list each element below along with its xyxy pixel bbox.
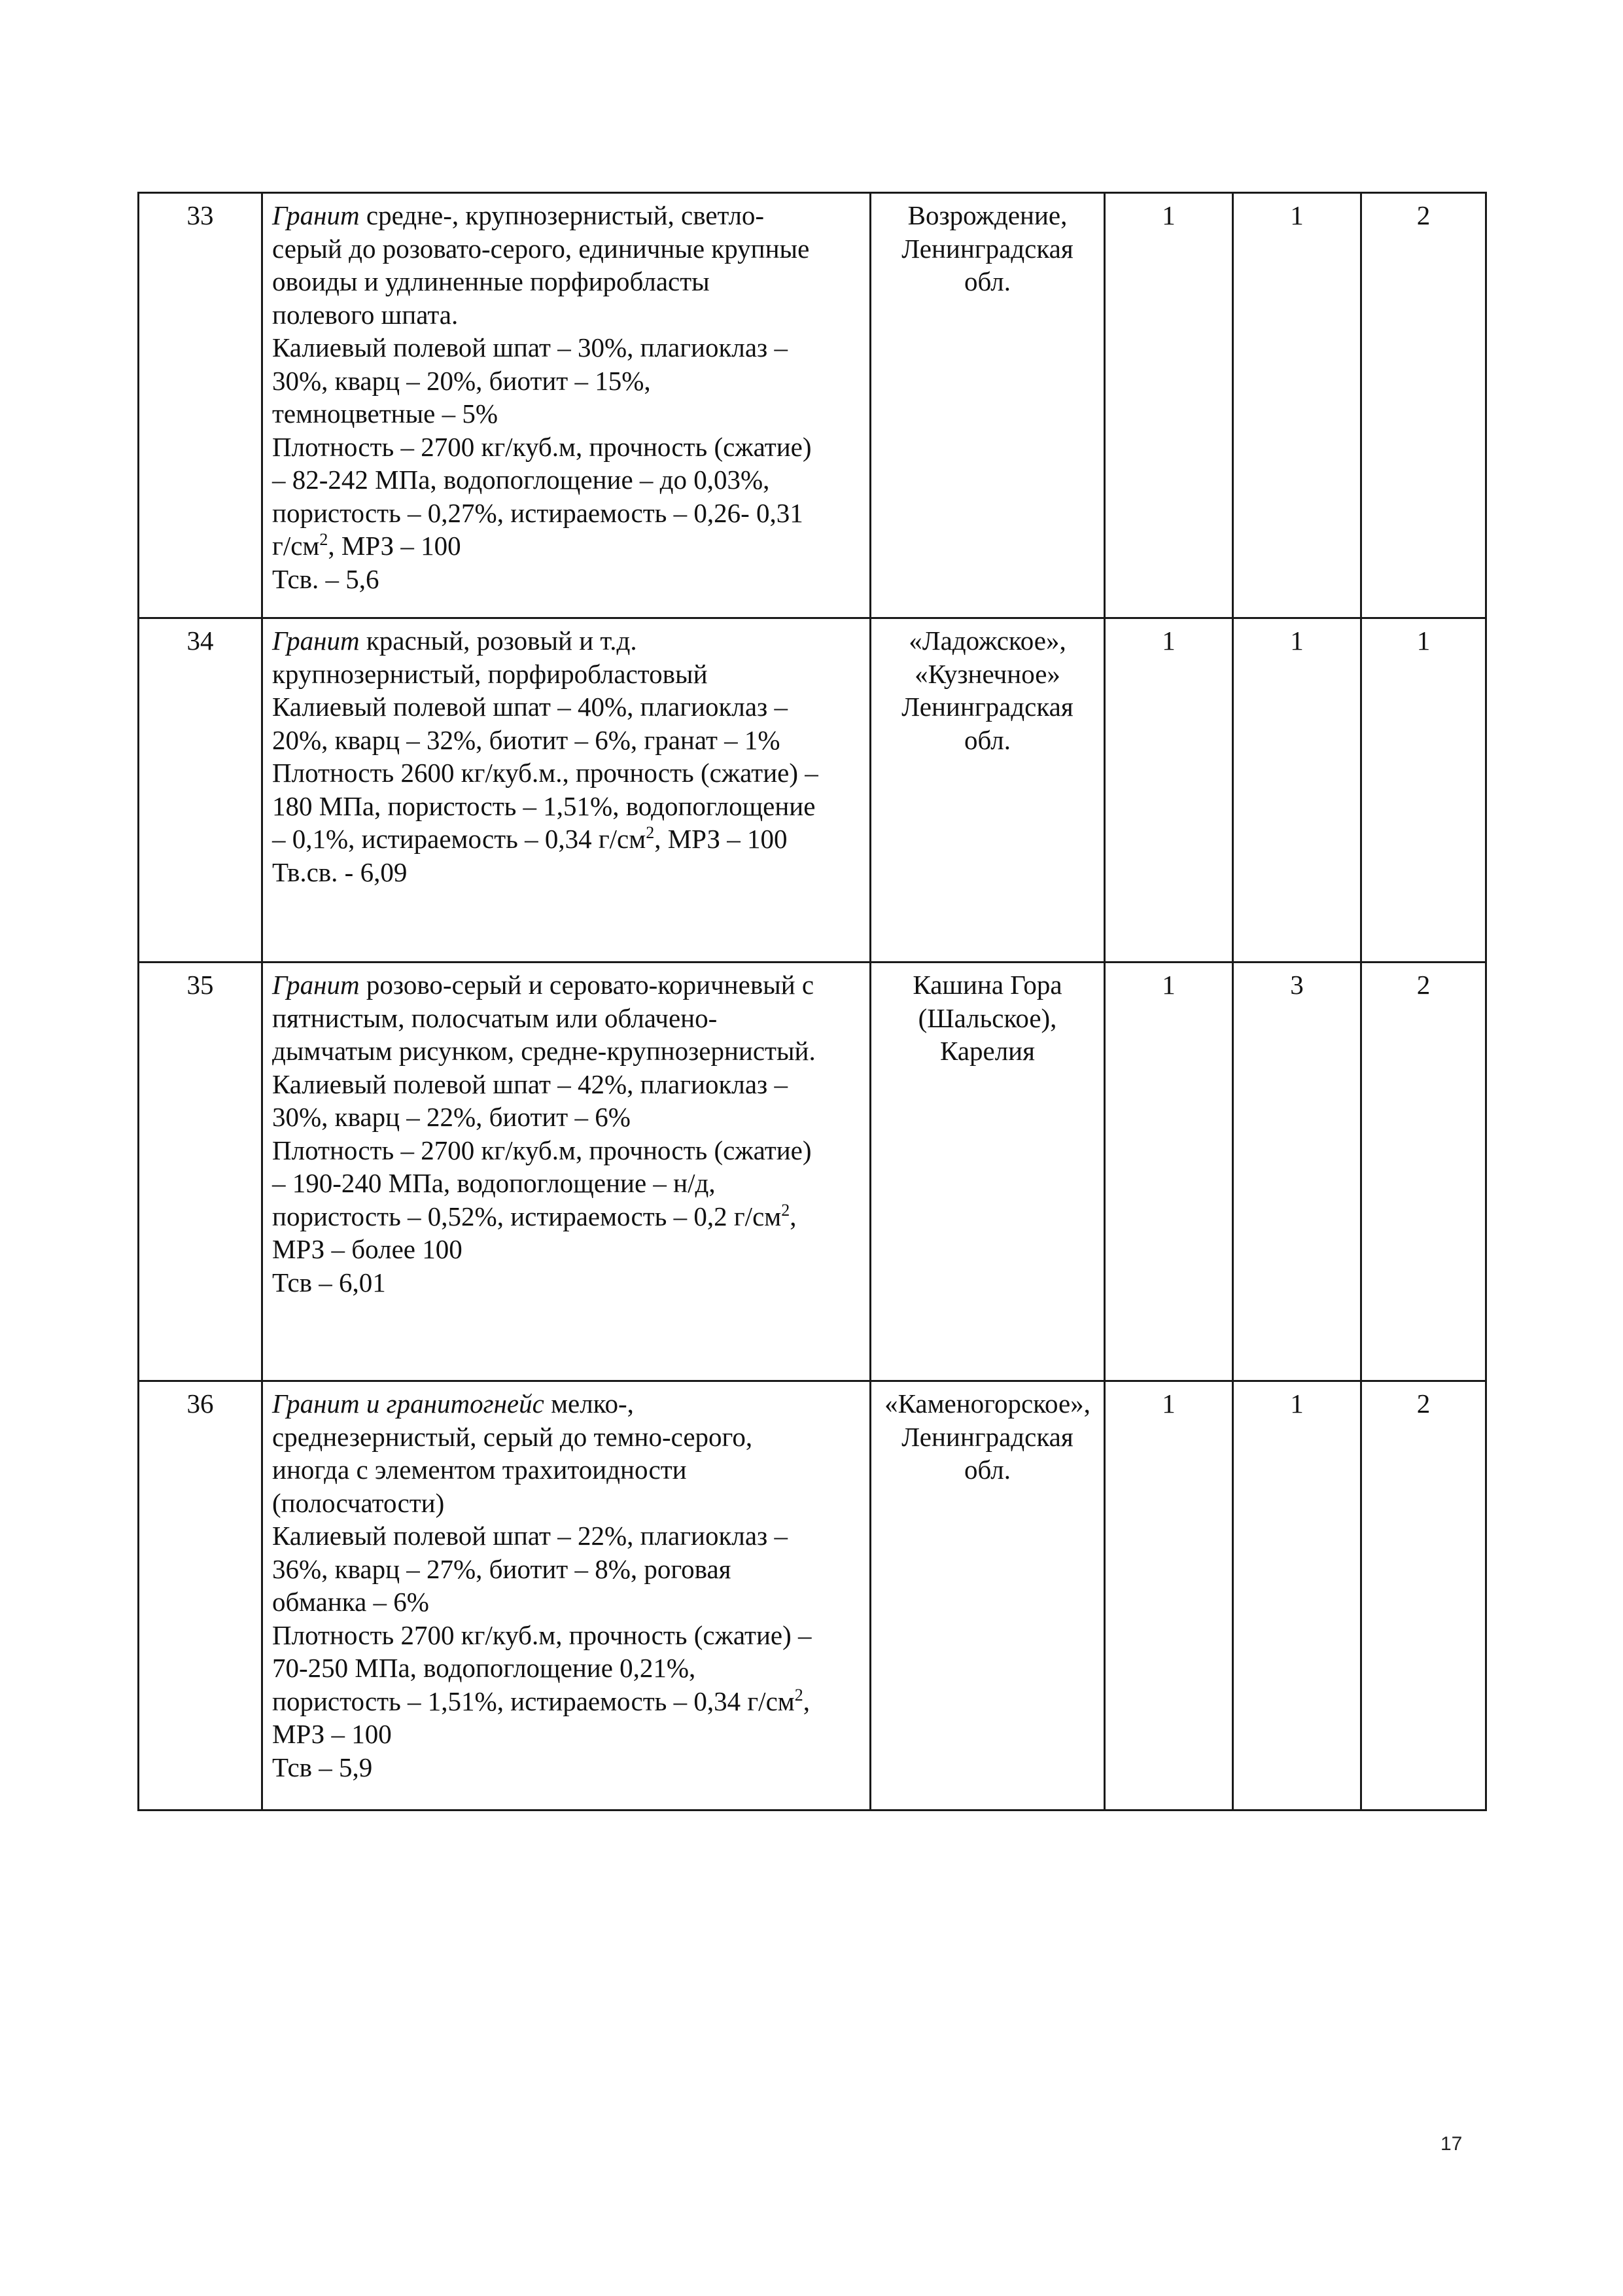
stone-description: Гранит красный, розовый и т.д. крупнозернистый, порфиробластовый Калиевый полевой шпат – 40%, плагиоклаз – 20%, кварц – 32%, биотит – 6%, гранат – 1% Плотность 2600 кг/куб.м., прочность (сжатие) – 180 МПа, пористость – 1,51%, водопоглощение – 0,1%, истираемость – 0,34 $г/см^2$, МРЗ – 100 Тв.св. - 6,09: [262, 618, 871, 963]
row-number: 35: [139, 963, 262, 1381]
stone-catalog-table: [137, 192, 1487, 1811]
rating-cell: 2: [1361, 193, 1486, 618]
table-row: [139, 193, 1486, 618]
stone-description: Гранит и гранитогнейс мелко-, среднезернистый, серый до темно-серого, иногда с элементом трахитоидности (полосчатости) Калиевый полевой шпат – 22%, плагиоклаз – 36%, кварц – 27%, биотит – 8%, роговая обманка – 6% Плотность 2700 кг/куб.м, прочность (сжатие) – 70-250 МПа, водопоглощение 0,21%, пористость – 1,51%, истираемость – 0,34 $г/см^2$, МРЗ – 100 Тсв – 5,9: [262, 1381, 871, 1810]
stone-description: Гранит средне-, крупнозернистый, светло- серый до розовато-серого, единичные крупные овоиды и удлиненные порфиробласты полевого шпата. Калиевый полевой шпат – 30%, плагиоклаз – 30%, кварц – 20%, биотит – 15%, темноцветные – 5% Плотность – 2700 кг/куб.м, прочность (сжатие) – 82-242 МПа, водопоглощение – до 0,03%, пористость – 0,27%, истираемость – 0,26- 0,31 $г/см^2$, МРЗ – 100 Тсв. – 5,6: [262, 193, 871, 618]
stone-name: Гранит: [272, 626, 360, 656]
rating-cell: 1: [1233, 618, 1361, 963]
table-row: [139, 963, 1486, 1381]
rating-cell: 1: [1233, 1381, 1361, 1810]
deposit-location: «Каменогорское», Ленинградская обл.: [871, 1381, 1105, 1810]
stone-description: Гранит розово-серый и серовато-коричневый с пятнистым, полосчатым или облачено- дымчатым рисунком, средне-крупнозернистый. Калиевый полевой шпат – 42%, плагиоклаз – 30%, кварц – 22%, биотит – 6% Плотность – 2700 кг/куб.м, прочность (сжатие) – 190-240 МПа, водопоглощение – н/д, пористость – 0,52%, истираемость – 0,2 $г/см^2$, МРЗ – более 100 Тсв – 6,01: [262, 963, 871, 1381]
deposit-location: Возрождение, Ленинградская обл.: [871, 193, 1105, 618]
stone-name: Гранит и гранитогнейс: [272, 1388, 544, 1419]
deposit-location: «Ладожское», «Кузнечное» Ленинградская обл.: [871, 618, 1105, 963]
row-number: 36: [139, 1381, 262, 1810]
stone-name: Гранит: [272, 970, 360, 1000]
rating-cell: 1: [1233, 193, 1361, 618]
row-number: 34: [139, 618, 262, 963]
rating-cell: 2: [1361, 963, 1486, 1381]
rating-cell: 1: [1105, 1381, 1233, 1810]
stone-name: Гранит: [272, 200, 360, 230]
page-number: 17: [1440, 2133, 1463, 2155]
row-number: 33: [139, 193, 262, 618]
deposit-location: Кашина Гора (Шальское), Карелия: [871, 963, 1105, 1381]
rating-cell: 1: [1105, 963, 1233, 1381]
rating-cell: 1: [1361, 618, 1486, 963]
rating-cell: 3: [1233, 963, 1361, 1381]
table-row: [139, 618, 1486, 963]
rating-cell: 1: [1105, 193, 1233, 618]
table-row: [139, 1381, 1486, 1810]
rating-cell: 1: [1105, 618, 1233, 963]
rating-cell: 2: [1361, 1381, 1486, 1810]
